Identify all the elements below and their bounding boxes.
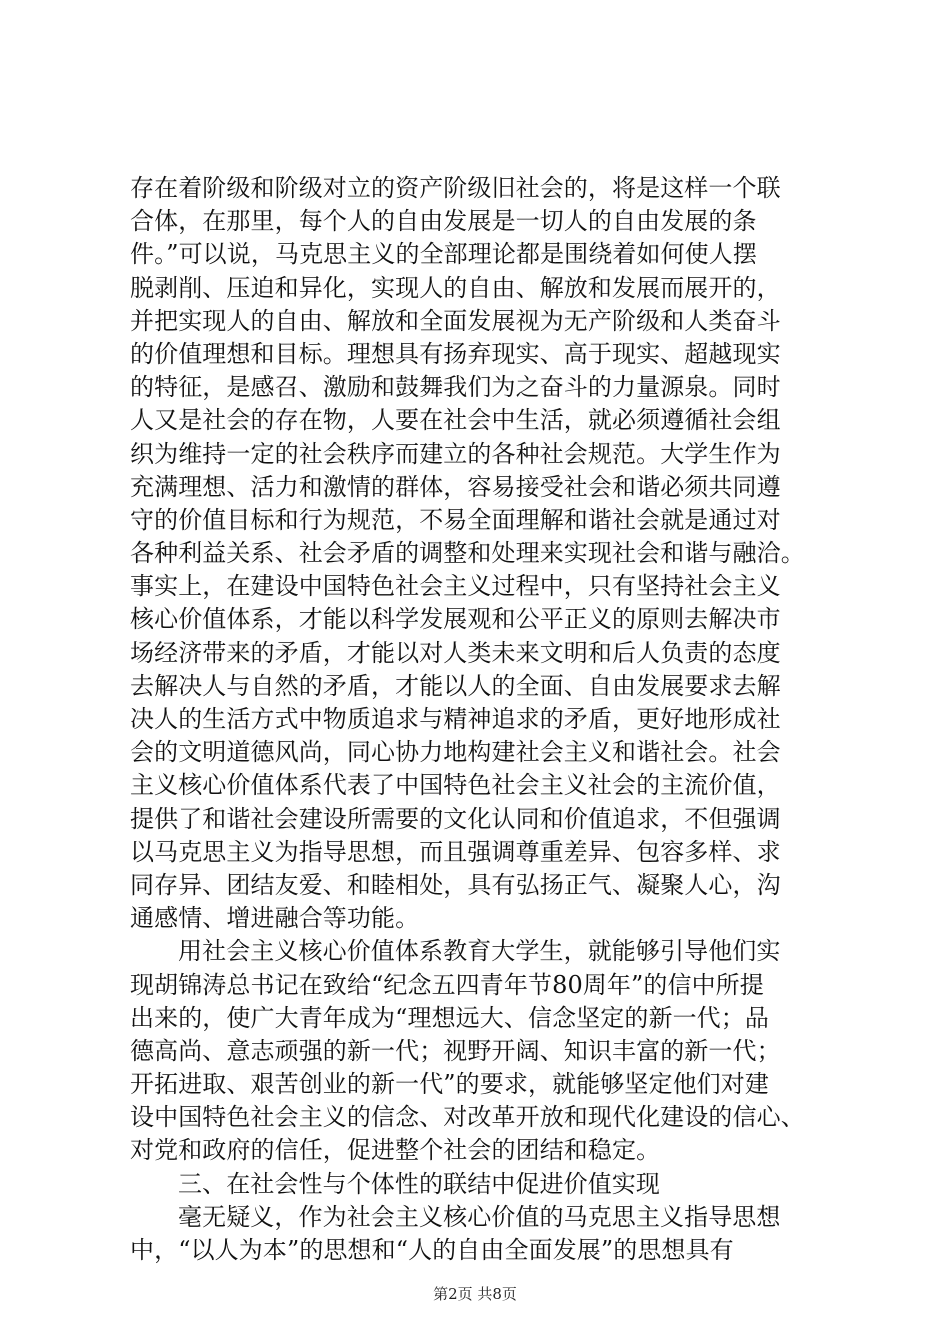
document-body bbox=[130, 172, 850, 1267]
text-line: 同存异、团结友爱、和睦相处，具有弘扬正气、凝聚人心，沟 bbox=[130, 870, 781, 899]
text-line: 的价值理想和目标。理想具有扬弃现实、高于现实、超越现实 bbox=[130, 339, 781, 368]
text-line: 充满理想、活力和激情的群体，容易接受社会和谐必须共同遵 bbox=[130, 472, 781, 501]
text-line: 脱剥削、压迫和异化，实现人的自由、解放和发展而展开的， bbox=[130, 273, 781, 302]
text-line: 存在着阶级和阶级对立的资产阶级旧社会的，将是这样一个联 bbox=[130, 174, 781, 202]
text-line: 守的价值目标和行为规范，不易全面理解和谐社会就是通过对 bbox=[130, 505, 781, 534]
text-line: 出来的，使广大青年成为“理想远大、信念坚定的新一代；品 bbox=[130, 1003, 769, 1032]
page-number-label: 第2页 共8页 bbox=[433, 1285, 517, 1303]
text-line: 设中国特色社会主义的信念、对改革开放和现代化建设的信心、 bbox=[130, 1103, 805, 1132]
text-line: 各种利益关系、社会矛盾的调整和处理来实现社会和谐与融洽。 bbox=[130, 539, 805, 568]
text-line: 人又是社会的存在物，人要在社会中生活，就必须遵循社会组 bbox=[130, 406, 781, 435]
paragraph-start-line: 毫无疑义，作为社会主义核心价值的马克思主义指导思想 bbox=[178, 1202, 781, 1231]
text-line: 会的文明道德风尚，同心协力地构建社会主义和谐社会。社会 bbox=[130, 738, 781, 767]
text-line: 事实上，在建设中国特色社会主义过程中，只有坚持社会主义 bbox=[130, 572, 781, 601]
text-line: 提供了和谐社会建设所需要的文化认同和价值追求，不但强调 bbox=[130, 804, 781, 833]
text-line: 的特征，是感召、激励和鼓舞我们为之奋斗的力量源泉。同时 bbox=[130, 373, 781, 402]
text-line: 决人的生活方式中物质追求与精神追求的矛盾，更好地形成社 bbox=[130, 705, 781, 733]
text-line: 通感情、增进融合等功能。 bbox=[130, 904, 420, 933]
text-line: 以马克思主义为指导思想，而且强调尊重差异、包容多样、求 bbox=[130, 837, 781, 866]
page-footer bbox=[0, 1283, 950, 1304]
text-line: 主义核心价值体系代表了中国特色社会主义社会的主流价值， bbox=[130, 771, 781, 800]
text-line: 去解决人与自然的矛盾，才能以人的全面、自由发展要求去解 bbox=[130, 671, 781, 700]
section-heading: 三、在社会性与个体性的联结中促进价值实现 bbox=[178, 1169, 660, 1198]
text-line: 件。”可以说，马克思主义的全部理论都是围绕着如何使人摆 bbox=[130, 240, 757, 269]
text-line: 开拓进取、艰苦创业的新一代”的要求，就能够坚定他们对建 bbox=[130, 1070, 769, 1099]
paragraph-start-line: 用社会主义核心价值体系教育大学生，就能够引导他们实 bbox=[178, 937, 781, 966]
text-line: 对党和政府的信任，促进整个社会的团结和稳定。 bbox=[130, 1136, 661, 1165]
text-line: 中，“以人为本”的思想和“人的自由全面发展”的思想具有 bbox=[130, 1236, 734, 1264]
text-line: 场经济带来的矛盾，才能以对人类未来文明和后人负责的态度 bbox=[130, 638, 781, 667]
text-line: 现胡锦涛总书记在致给“纪念五四青年节80周年”的信中所提 bbox=[130, 970, 764, 999]
text-line: 德高尚、意志顽强的新一代；视野开阔、知识丰富的新一代； bbox=[130, 1036, 781, 1065]
text-line: 合体，在那里，每个人的自由发展是一切人的自由发展的条 bbox=[130, 207, 757, 236]
text-line: 织为维持一定的社会秩序而建立的各种社会规范。大学生作为 bbox=[130, 439, 781, 468]
text-line: 核心价值体系，才能以科学发展观和公平正义的原则去解决市 bbox=[130, 605, 781, 634]
text-line: 并把实现人的自由、解放和全面发展视为无产阶级和人类奋斗 bbox=[130, 306, 781, 335]
